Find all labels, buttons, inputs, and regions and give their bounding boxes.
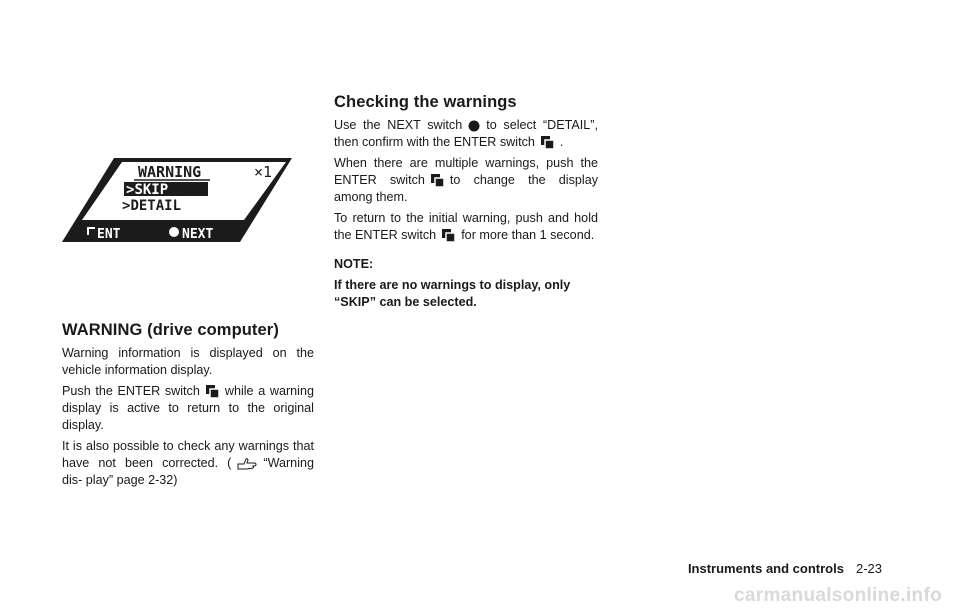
note-label: NOTE: [334, 257, 374, 271]
note-text: If there are no warnings to display, only “SKIP” can be selected. [334, 278, 571, 309]
display-enter-icon [87, 227, 95, 235]
left-paragraph-3: It is also possible to check any warnings that have not been corrected. ( “Warning dis- play” page 2-32) [62, 439, 314, 487]
footer-section-title: Instruments and controls [687, 561, 844, 576]
display-footer-next: NEXT [182, 227, 214, 242]
display-item-skip: >SKIP [126, 182, 169, 198]
reference-hand-icon [237, 457, 257, 470]
display-item-detail: >DETAIL [122, 198, 182, 214]
right-paragraph-2: When there are multiple warnings, push the ENTER switch to change the display among them. [334, 156, 598, 204]
right-heading: Checking the warnings [334, 93, 517, 111]
enter-switch-icon [431, 174, 444, 187]
watermark: carmanualsonline.info [734, 585, 942, 606]
left-paragraph-1: Warning information is displayed on the vehicle information display. [62, 346, 314, 377]
enter-switch-icon [541, 136, 554, 149]
footer-page-number: 2-23 [855, 561, 882, 576]
warning-display-illustration [62, 158, 294, 244]
page-footer [688, 561, 882, 576]
left-heading: WARNING (drive computer) [62, 321, 279, 339]
left-column [62, 322, 314, 493]
left-paragraph-2: Push the ENTER switch while a warning display is active to return to the original display. [62, 384, 314, 432]
display-next-icon [169, 227, 179, 237]
next-switch-icon [468, 120, 480, 132]
display-counter: ×1 [254, 163, 273, 181]
display-header: WARNING [138, 163, 202, 181]
enter-switch-icon [442, 229, 455, 242]
enter-switch-icon [206, 385, 219, 398]
right-column [334, 94, 598, 315]
display-footer-enter: ENT [97, 227, 121, 242]
right-paragraph-3: To return to the initial warning, push and hold the ENTER switch for more than 1 second. [334, 211, 598, 242]
right-paragraph-1: Use the NEXT switch to select “DETAIL”, then confirm with the ENTER switch . [334, 118, 598, 149]
